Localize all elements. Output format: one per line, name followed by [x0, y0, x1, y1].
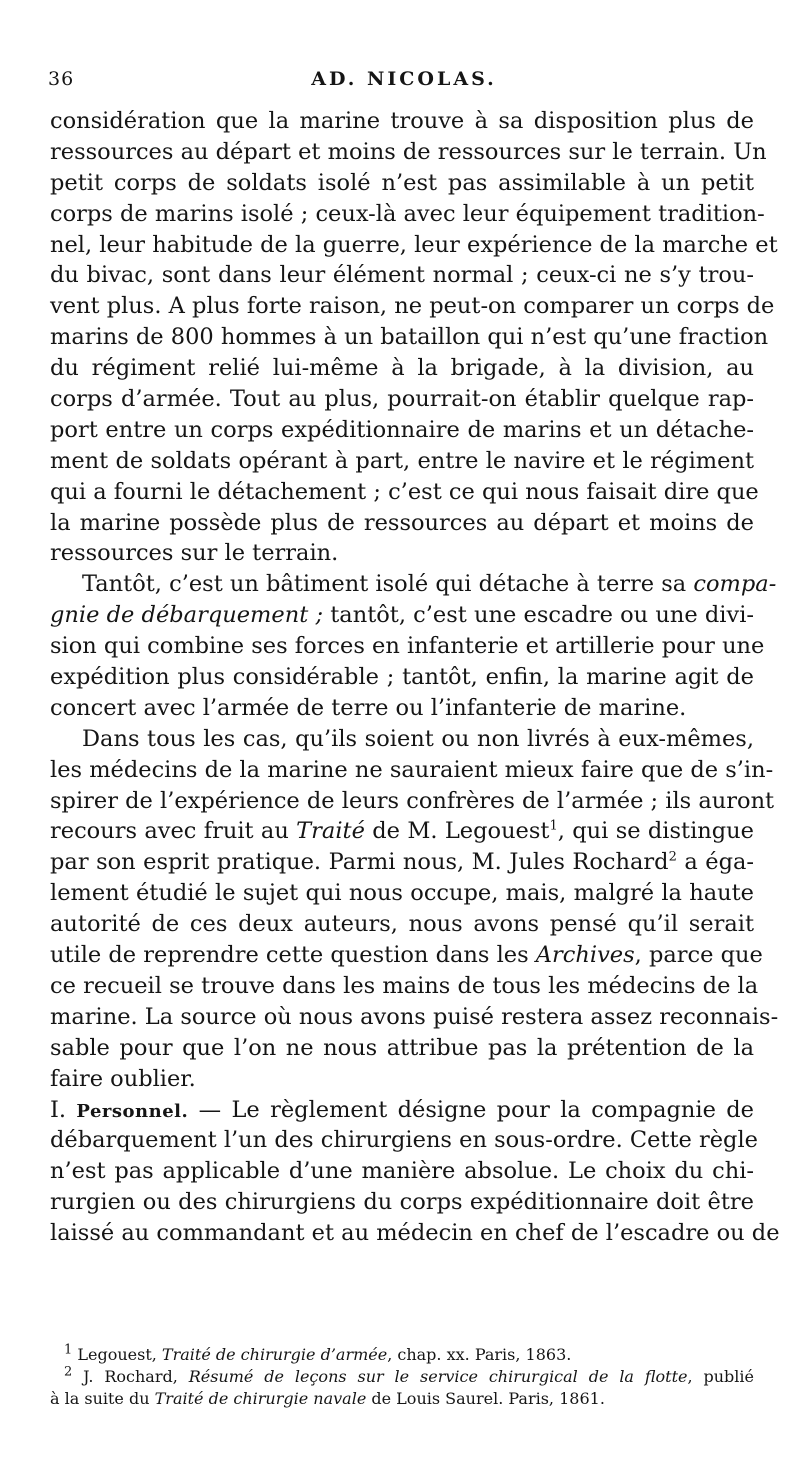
- italic-fragment: Traité: [296, 818, 365, 845]
- text-line: autorité de ces deux auteurs, nous avons pensé qu’il serait: [50, 911, 754, 938]
- text-line: rurgien ou des chirurgiens du corps expéditionnaire doit être: [50, 1189, 754, 1216]
- text-line: sion qui combine ses forces en infanterie et artillerie pour une: [50, 633, 765, 660]
- footnote-italic: Traité de chirurgie d’armée: [161, 1345, 388, 1364]
- italic-fragment: compa-: [693, 571, 777, 598]
- footnote-ref[interactable]: 1: [549, 818, 558, 834]
- text-line: du régiment relié lui-même à la brigade, à la division, au: [50, 355, 754, 382]
- text-line: corps de marins isolé ; ceux-là avec leur équipement tradition-: [50, 200, 765, 227]
- paragraph-line: [50, 600, 754, 631]
- text-line: ressources sur le terrain.: [50, 540, 339, 567]
- paragraph-line: [50, 816, 754, 847]
- text-line: laissé au commandant et au médecin en chef de l’escadre ou de: [50, 1220, 780, 1247]
- text-line: les médecins de la marine ne sauraient mieux faire que de s’in-: [50, 756, 774, 783]
- section-title: Personnel.: [76, 1100, 189, 1122]
- text-fragment: , qui se distingue: [557, 818, 754, 845]
- text-line: ment de soldats opérant à part, entre le navire et le régiment: [50, 447, 754, 474]
- text-line: considération que la marine trouve à sa disposition plus de: [50, 108, 754, 134]
- footnote-2: [50, 1366, 754, 1388]
- paragraph-line: [50, 940, 763, 971]
- page-number: 36: [48, 68, 75, 90]
- section-number: I.: [50, 1096, 77, 1123]
- italic-fragment: Archives: [535, 942, 635, 969]
- footnote-mark: 2: [64, 1364, 73, 1380]
- text-line: spirer de l’expérience de leurs confrères de l’armée ; ils auront: [50, 787, 775, 814]
- text-line: expédition plus considérable ; tantôt, enfin, la marine agit de: [50, 664, 754, 691]
- text-line: débarquement l’un des chirurgiens en sous-ordre. Cette règle: [50, 1127, 758, 1154]
- text-line: corps d’armée. Tout au plus, pourrait-on établir quelque rap-: [50, 386, 754, 413]
- page-header: [48, 68, 760, 98]
- footnotes: [50, 1344, 754, 1410]
- footnote-text: de Louis Saurel. Paris, 1861.: [366, 1389, 605, 1408]
- footnote-text: J. Rochard,: [72, 1367, 189, 1386]
- text-fragment: , parce que: [634, 942, 763, 969]
- text-fragment: par son esprit pratique. Parmi nous, M. Jules Rochard: [50, 849, 669, 876]
- text-fragment: a éga-: [676, 849, 754, 876]
- paragraph-line: [50, 569, 777, 600]
- text-fragment: utile de reprendre cette question dans les: [50, 942, 536, 969]
- text-fragment: — Le règlement désigne pour la compagnie de: [188, 1096, 754, 1123]
- text-line: sable pour que l’on ne nous attribue pas la prétention de la: [50, 1034, 754, 1061]
- footnote-italic: Traité de chirurgie navale: [154, 1389, 367, 1408]
- footnote-ref[interactable]: 2: [668, 849, 677, 865]
- text-line: Dans tous les cas, qu’ils soient ou non livrés à eux-mêmes,: [82, 725, 754, 752]
- italic-fragment: gnie de débarquement ;: [50, 602, 324, 629]
- text-line: ce recueil se trouve dans les mains de tous les médecins de la: [50, 972, 759, 999]
- paragraph-line: [50, 847, 754, 878]
- footnote-italic: Résumé de leçons sur le service chirurgical de la flotte: [188, 1367, 688, 1386]
- text-line: port entre un corps expéditionnaire de marins et un détache-: [50, 416, 754, 443]
- footnote-text: , chap. xx. Paris, 1863.: [387, 1345, 572, 1364]
- text-line: faire oublier.: [50, 1065, 196, 1092]
- footnote-1: [50, 1344, 754, 1366]
- text-line: ressources au départ et moins de ressources sur le terrain. Un: [50, 138, 767, 165]
- body-text: [50, 106, 780, 1249]
- text-line: lement étudié le sujet qui nous occupe, mais, malgré la haute: [50, 880, 754, 907]
- text-fragment: Tantôt, c’est un bâtiment isolé qui détache à terre sa: [82, 571, 694, 598]
- footnote-mark: 1: [64, 1342, 73, 1358]
- section-heading-line: [50, 1095, 754, 1126]
- text-line: petit corps de soldats isolé n’est pas assimilable à un petit: [50, 169, 754, 196]
- text-line: nel, leur habitude de la guerre, leur expérience de la marche et: [50, 231, 778, 258]
- footnote-2-cont: [50, 1388, 754, 1410]
- text-fragment: de M. Legouest: [364, 818, 550, 845]
- text-line: concert avec l’armée de terre ou l’infanterie de marine.: [50, 694, 687, 721]
- text-line: du bivac, sont dans leur élément normal ; ceux-ci ne s’y trou-: [50, 262, 754, 289]
- footnote-text: à la suite du: [50, 1389, 155, 1408]
- text-line: marins de 800 hommes à un bataillon qui n’est qu’une fraction: [50, 324, 769, 351]
- running-head: AD. NICOLAS.: [311, 68, 497, 90]
- text-line: qui a fourni le détachement ; c’est ce qui nous faisait dire que: [50, 478, 759, 505]
- text-line: vent plus. A plus forte raison, ne peut-on comparer un corps de: [50, 293, 775, 320]
- text-line: n’est pas applicable d’une manière absolue. Le choix du chi-: [50, 1158, 754, 1185]
- text-fragment: recours avec fruit au: [50, 818, 297, 845]
- footnote-text: Legouest,: [72, 1345, 162, 1364]
- footnote-text: , publié: [687, 1367, 754, 1386]
- text-line: marine. La source où nous avons puisé restera assez reconnais-: [50, 1003, 779, 1030]
- text-fragment: tantôt, c’est une escadre ou une divi-: [323, 602, 754, 629]
- text-line: la marine possède plus de ressources au départ et moins de: [50, 509, 754, 536]
